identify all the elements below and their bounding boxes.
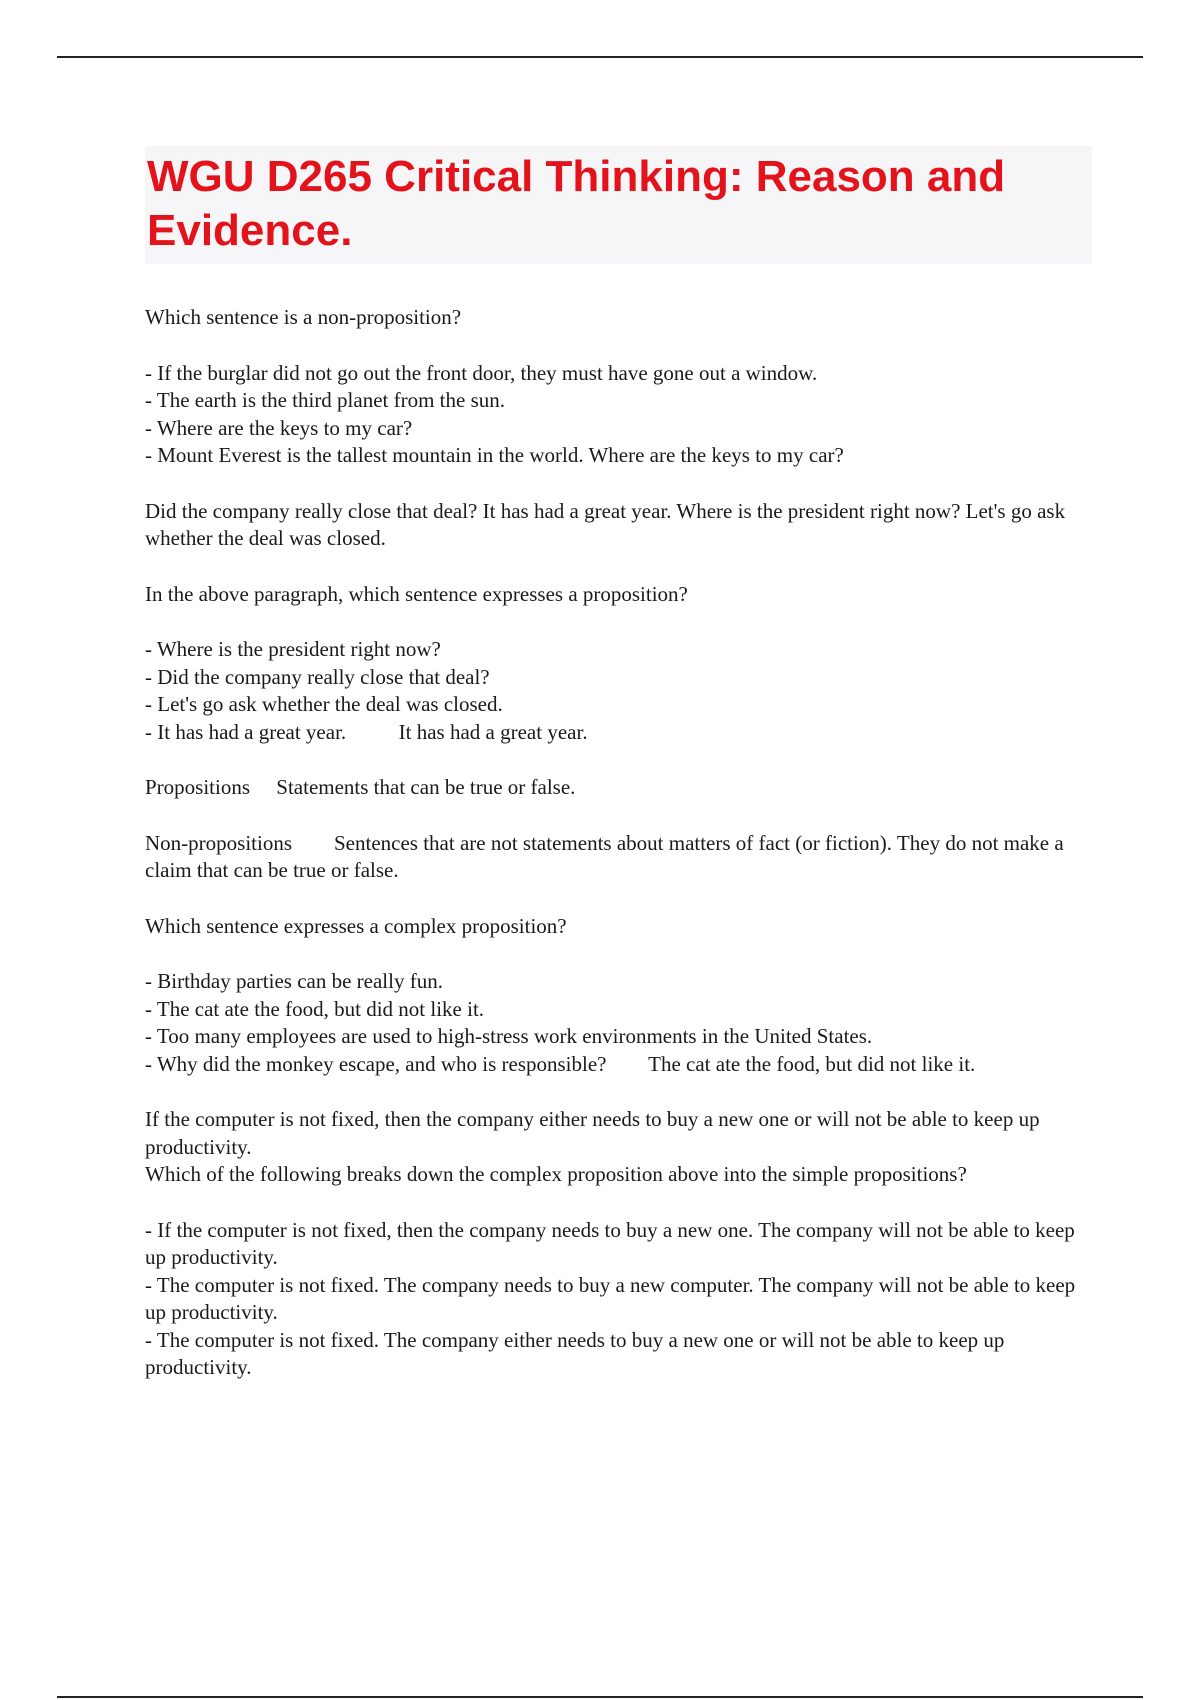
question-3 [145,913,1092,941]
option-with-answer [145,719,1092,747]
title-banner [145,146,1092,264]
question-text: In the above paragraph, which sentence expresses a proposition? [145,581,688,606]
option: - The earth is the third planet from the sun. [145,388,506,412]
answer: Where are the keys to my car? [588,443,844,467]
definition-propositions [145,774,1092,802]
option: - Where is the president right now? [145,637,441,661]
question-1-options [145,360,1092,470]
question-4-options [145,1217,1092,1382]
option: - The computer is not fixed. The company either needs to buy a new one or will not be able to keep up productivity. [145,1327,1010,1379]
footer-rule [57,1696,1143,1698]
option: - Where are the keys to my car? [145,415,413,440]
option: - Let's go ask whether the deal was closed. [145,692,503,716]
question-2 [145,581,1092,609]
option: - If the computer is not fixed, then the company needs to buy a new one. The company will not be able to keep up productivity. [145,1217,1081,1269]
question-2-passage [145,498,1092,553]
question-1 [145,304,1092,332]
passage-text: Did the company really close that deal? It has had a great year. Where is the president right now? Let's go ask whether the deal was closed. [145,498,1066,550]
definition-text: Statements that can be true or false. [276,775,576,799]
question-text: Which sentence is a non-proposition? [145,305,462,329]
option-with-answer [145,442,1092,470]
option-with-answer [145,1051,1092,1079]
option: - Birthday parties can be really fun. [145,969,443,993]
definition-text: Sentences that are not statements about matters of fact (or fiction). They do not make a claim that can be true or false. [145,830,1064,882]
question-text: Which of the following breaks down the complex proposition above into the simple propositions? [145,1162,967,1186]
document-title: WGU D265 Critical Thinking: Reason and Evidence. [147,152,1006,255]
question-text: Which sentence expresses a complex proposition? [145,913,567,938]
option: - Too many employees are used to high-stress work environments in the United States. [145,1024,873,1048]
option: - Why did the monkey escape, and who is responsible? [145,1051,607,1076]
question-2-options [145,636,1092,746]
option: - Mount Everest is the tallest mountain in the world. [145,443,584,467]
definition-non-propositions [145,830,1092,885]
question-4 [145,1106,1092,1189]
answer: It has had a great year. [398,719,588,744]
document-body [145,146,1092,1410]
option: - If the burglar did not go out the front door, they must have gone out a window. [145,360,818,385]
option: - The computer is not fixed. The company needs to buy a new computer. The company will not be able to keep up productivity. [145,1272,1081,1324]
option: - It has had a great year. [145,719,347,744]
definition-term: Propositions [145,775,251,799]
header-rule [57,56,1143,58]
passage-text: If the computer is not fixed, then the company either needs to buy a new one or will not be able to keep up productivity. [145,1107,1045,1159]
answer: The cat ate the food, but did not like it. [648,1051,976,1076]
option: - Did the company really close that deal? [145,664,490,689]
question-3-options [145,968,1092,1078]
definition-term: Non-propositions [145,830,292,855]
option: - The cat ate the food, but did not like it. [145,996,485,1021]
